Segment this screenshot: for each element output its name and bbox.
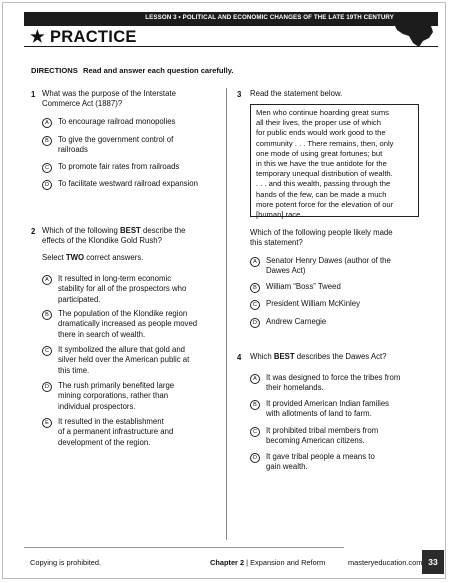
question-1-number: 1 [31,90,36,99]
q2-choice-c[interactable] [42,345,189,376]
q1-choice-c[interactable] [42,162,179,173]
choice-text: It provided American Indian families with allotments of land to farm. [266,399,390,419]
q2-choice-d[interactable] [42,381,174,412]
choice-text: The population of the Klondike region dramatically increased as people moved there in search of wealth. [58,309,198,339]
lesson-title: LESSON 3 • POLITICAL AND ECONOMIC CHANGES OF THE LATE 19TH CENTURY [145,14,394,21]
q3-choice-b[interactable] [250,282,341,293]
answer-bubble[interactable]: A [42,275,52,285]
copyright-notice: Copying is prohibited. [30,558,102,567]
q4-choice-a[interactable] [250,373,400,394]
answer-bubble[interactable]: C [250,427,260,437]
texas-map-icon [393,10,437,48]
directions [31,66,234,75]
question-4-number: 4 [237,353,242,362]
q2-choice-e[interactable] [42,417,173,448]
choice-text: It gave tribal people a means to gain wealth. [266,452,375,472]
q3-choice-c[interactable] [250,299,360,310]
choice-text: To promote fair rates from railroads [58,162,180,171]
choice-text: William “Boss” Tweed [266,282,341,291]
q3-choice-a[interactable] [250,256,391,277]
page-number: 33 [422,550,444,574]
question-3-intro: Read the statement below. [250,89,343,98]
question-1-text: What was the purpose of the Interstate Commerce Act (1887)? [42,89,176,109]
answer-bubble[interactable]: C [42,346,52,356]
q1-choice-d[interactable] [42,179,198,190]
answer-bubble[interactable]: B [42,310,52,320]
choice-text: It resulted in the establishment of a permanent infrastructure and development of the region. [58,417,174,447]
answer-bubble[interactable]: C [42,163,52,173]
answer-bubble[interactable]: B [42,136,52,146]
choice-text: It prohibited tribal members from becoming American citizens. [266,426,379,446]
q2-choice-a[interactable] [42,274,186,305]
directions-text: Read and answer each question carefully. [82,66,234,75]
q1-choice-a[interactable] [42,117,175,128]
answer-bubble[interactable]: B [250,283,260,293]
q4-choice-b[interactable] [250,399,389,420]
question-4-text: Which BEST describes the Dawes Act? [250,352,387,361]
choice-text: Andrew Carnegie [266,317,327,326]
lesson-banner [24,12,438,26]
answer-bubble[interactable]: D [42,382,52,392]
q3-choice-d[interactable] [250,317,326,328]
answer-bubble[interactable]: D [42,180,52,190]
footer-rule [24,547,344,548]
website-link: masteryeducation.com [348,558,423,567]
choice-text: It symbolized the allure that gold and silver held over the American public at this time. [58,345,190,375]
answer-bubble[interactable]: E [42,418,52,428]
quote-box: Men who continue hoarding great sums all their lives, the proper use of which for public ends would work good to the community . . . There remains, then, only one mode of using great fortunes; but in this we have the true antidote for the temporary unequal distribution of wealth. . . . and this wealth, passing through the hands of the few, can be made a much more potent force for the elevation of our [human] race . . . [250,104,419,217]
answer-bubble[interactable]: C [250,300,260,310]
q4-choice-c[interactable] [250,426,378,447]
question-3-text: Which of the following people likely made this statement? [250,228,393,248]
question-3-number: 3 [237,90,242,99]
directions-label: DIRECTIONS [31,66,78,75]
choice-text: To give the government control of railroads [58,135,174,155]
choice-text: President William McKinley [266,299,361,308]
choice-text: To facilitate westward railroad expansion [58,179,198,188]
title-rule [24,46,438,47]
chapter-label: Chapter 2 | Expansion and Reform [210,558,326,567]
choice-text: It was designed to force the tribes from their homelands. [266,373,401,393]
q2-choice-b[interactable] [42,309,197,340]
q4-choice-d[interactable] [250,452,375,473]
choice-text: It resulted in long-term economic stability for all of the prospectors who participated. [58,274,187,304]
q1-choice-b[interactable] [42,135,173,156]
question-2-instruction: Select TWO correct answers. [42,253,144,262]
choice-text: The rush primarily benefited large mining corporations, rather than individual prospectors. [58,381,175,411]
choice-text: To encourage railroad monopolies [58,117,176,126]
question-2-number: 2 [31,227,36,236]
page-title: ★ PRACTICE [30,28,137,46]
answer-bubble[interactable]: A [250,257,260,267]
answer-bubble[interactable]: A [42,118,52,128]
answer-bubble[interactable]: B [250,400,260,410]
column-divider [226,88,227,540]
answer-bubble[interactable]: D [250,318,260,328]
choice-text: Senator Henry Dawes (author of the Dawes Act) [266,256,391,276]
answer-bubble[interactable]: A [250,374,260,384]
answer-bubble[interactable]: D [250,453,260,463]
question-2-text: Which of the following BEST describe the effects of the Klondike Gold Rush? [42,226,186,246]
